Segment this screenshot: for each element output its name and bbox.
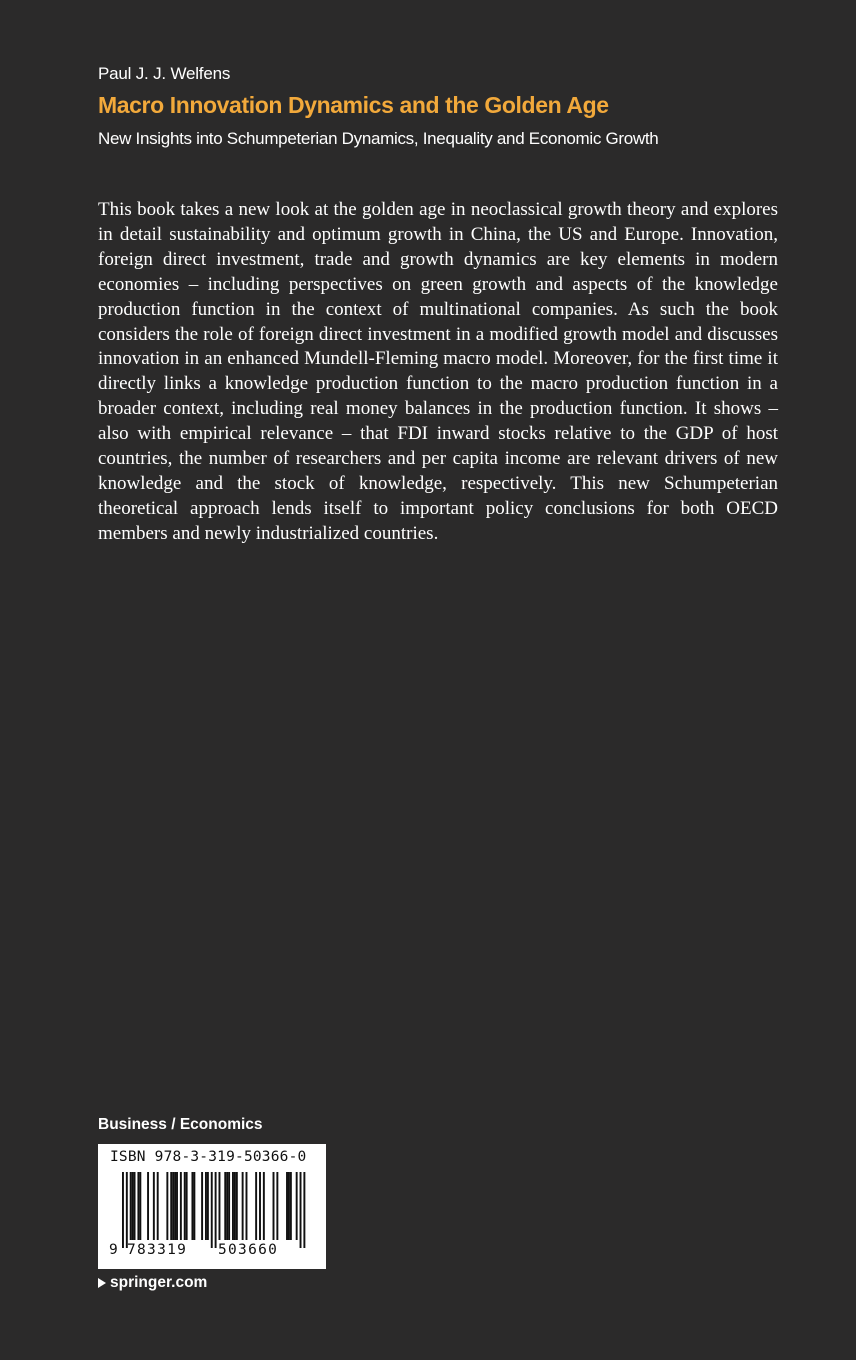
barcode-bar	[180, 1172, 182, 1240]
barcode-bar	[296, 1172, 298, 1240]
barcode-bar	[246, 1172, 248, 1240]
barcode-bar	[273, 1172, 275, 1240]
barcode-bar	[288, 1172, 290, 1240]
barcode-bar	[236, 1172, 238, 1240]
barcode-bar	[184, 1172, 186, 1240]
barcode-bar	[193, 1172, 195, 1240]
barcode-bar	[211, 1172, 213, 1248]
book-title: Macro Innovation Dynamics and the Golden Age	[98, 92, 609, 118]
barcode-bar	[137, 1172, 139, 1240]
barcode-bar	[126, 1172, 128, 1248]
barcode-bar	[224, 1172, 226, 1240]
barcode-bar	[191, 1172, 193, 1240]
barcode-bar	[170, 1172, 172, 1240]
barcode-bar	[219, 1172, 221, 1240]
barcode-bar	[139, 1172, 141, 1240]
book-subtitle: New Insights into Schumpeterian Dynamics, Inequality and Economic Growth	[98, 129, 659, 148]
barcode-bar	[259, 1172, 261, 1240]
barcode-bar	[176, 1172, 178, 1240]
ean-left-digits: 783319	[127, 1242, 188, 1258]
barcode-bar	[276, 1172, 278, 1240]
publisher-link-text[interactable]: springer.com	[110, 1274, 208, 1291]
barcode-bar	[263, 1172, 265, 1240]
barcode-bar	[186, 1172, 188, 1240]
barcode-bar	[242, 1172, 244, 1240]
barcode-bar	[201, 1172, 203, 1240]
barcode-bar	[130, 1172, 132, 1240]
barcode-bar	[153, 1172, 155, 1240]
barcode-bar	[157, 1172, 159, 1240]
barcode-bar	[132, 1172, 134, 1240]
barcode-bar	[226, 1172, 228, 1240]
isbn-label: ISBN 978-3-319-50366-0	[110, 1149, 307, 1165]
barcode-bar	[290, 1172, 292, 1240]
barcode-bar	[122, 1172, 124, 1248]
barcode-bar	[232, 1172, 234, 1240]
book-description: This book takes a new look at the golden age in neoclassical growth theory and explores in detail sustainability and optimum growth in China, the US and Europe. Innovation, foreign direct investment, trade and growth dynamics are key elements in modern economies – including perspectives on green growth and aspects of the knowledge production function in the context of multinational companies. As such the book considers the role of foreign direct investment in a modified growth model and discusses innovation in an enhanced Mundell-Fleming macro model. Moreover, for the first time it directly links a knowledge production function to the macro production function in a broader context, including real money balances in the production function. It shows – also with empirical relevance – that FDI inward stocks relative to the GDP of host countries, the number of researchers and per capita income are relevant drivers of new knowledge and the stock of knowledge, respectively. This new Schumpeterian theoretical approach lends itself to important policy conclusions for both OECD members and newly industrialized countries.	[98, 199, 778, 544]
subject-category: Business / Economics	[98, 1116, 263, 1133]
barcode-bar	[147, 1172, 149, 1240]
barcode-bar	[205, 1172, 207, 1240]
isbn-barcode	[98, 1144, 326, 1269]
barcode-bar	[303, 1172, 305, 1248]
barcode-bar	[255, 1172, 257, 1240]
barcode-bar	[134, 1172, 136, 1240]
barcode-bar	[300, 1172, 302, 1248]
barcode-bar	[286, 1172, 288, 1240]
barcode-bar	[174, 1172, 176, 1240]
ean-right-digits: 503660	[218, 1242, 279, 1258]
barcode-bar	[234, 1172, 236, 1240]
barcode-bar	[207, 1172, 209, 1240]
publisher-link[interactable]	[98, 1274, 207, 1292]
barcode-bar	[172, 1172, 174, 1240]
ean-first-digit: 9	[109, 1242, 118, 1258]
barcode-bar	[215, 1172, 217, 1248]
play-triangle-icon	[98, 1278, 106, 1288]
barcode-bar	[166, 1172, 168, 1240]
barcode-bar	[228, 1172, 230, 1240]
author-name: Paul J. J. Welfens	[98, 64, 231, 83]
